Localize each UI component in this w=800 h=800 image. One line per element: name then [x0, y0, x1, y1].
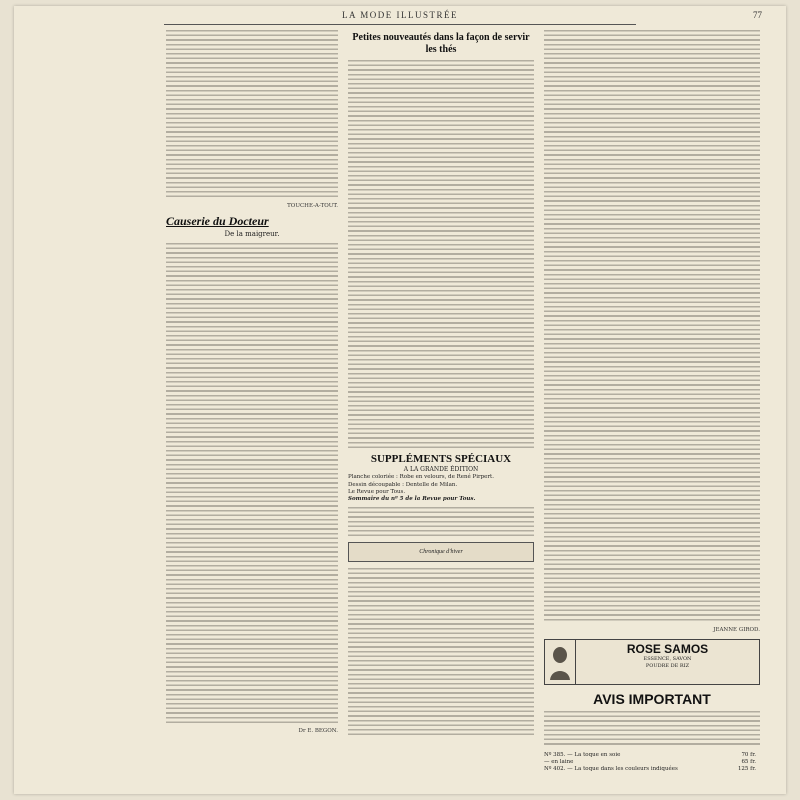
supplements-title: SUPPLÉMENTS SPÉCIAUX [370, 453, 512, 465]
notice-title: AVIS IMPORTANT [593, 691, 711, 707]
price-label: Nº 402. — La toque dans les couleurs indiquées [544, 766, 678, 772]
chronicle-banner [348, 542, 534, 562]
price-value: 65 fr. [741, 759, 756, 765]
ad-line: POUDRE DE RIZ [645, 662, 690, 669]
article-text-block [348, 568, 534, 738]
supplement-line: Planche coloriée : Robe en velours, de René Pirpert. [348, 474, 494, 481]
article-signature: Dr E. BEGON. [298, 728, 338, 734]
article-title: Petites nouveautés dans la façon de servir les thés [352, 32, 530, 55]
price-label: — en laine [544, 759, 574, 765]
price-row [544, 759, 760, 765]
price-row [544, 752, 760, 758]
page-number: 77 [753, 10, 762, 20]
price-value: 125 fr. [737, 766, 756, 772]
summary-text-block [348, 507, 534, 537]
article-text-block [166, 243, 338, 723]
ad-line: ESSENCE, SAVON [643, 656, 692, 662]
supplement-line: Dessin découpable : Dentelle de Milan. [348, 481, 458, 488]
price-label: Nº 385. — La toque en soie [544, 752, 621, 758]
column-middle [348, 30, 534, 780]
column-left [166, 30, 338, 780]
article-text-block [544, 30, 760, 622]
ad-portrait-icon [545, 640, 576, 684]
column-right [544, 30, 760, 780]
article-signature: JEANNE GIROD. [713, 627, 760, 633]
notice-text-block [544, 711, 760, 747]
price-row [544, 766, 760, 772]
chronicle-banner-label: Chronique d'hiver [419, 548, 463, 555]
article-signature: TOUCHE-A-TOUT. [287, 203, 338, 209]
section-title: Causerie du Docteur [166, 214, 269, 228]
magazine-page [14, 6, 786, 794]
price-value: 70 fr. [741, 752, 756, 758]
supplements-subtitle: A LA GRANDE ÉDITION [403, 466, 479, 474]
running-title: LA MODE ILLUSTRÉE [342, 10, 458, 20]
header-rule [164, 24, 636, 25]
advertisement [544, 639, 760, 685]
article-text-block [348, 60, 534, 448]
section-subtitle: De la maigreur. [224, 230, 280, 238]
supplement-line: Le Revue pour Tous. [348, 488, 406, 495]
supplement-line: Sommaire du nº 5 de la Revue pour Tous. [348, 496, 476, 503]
article-text-block [166, 30, 338, 198]
ad-brand: ROSE SAMOS [626, 642, 709, 656]
